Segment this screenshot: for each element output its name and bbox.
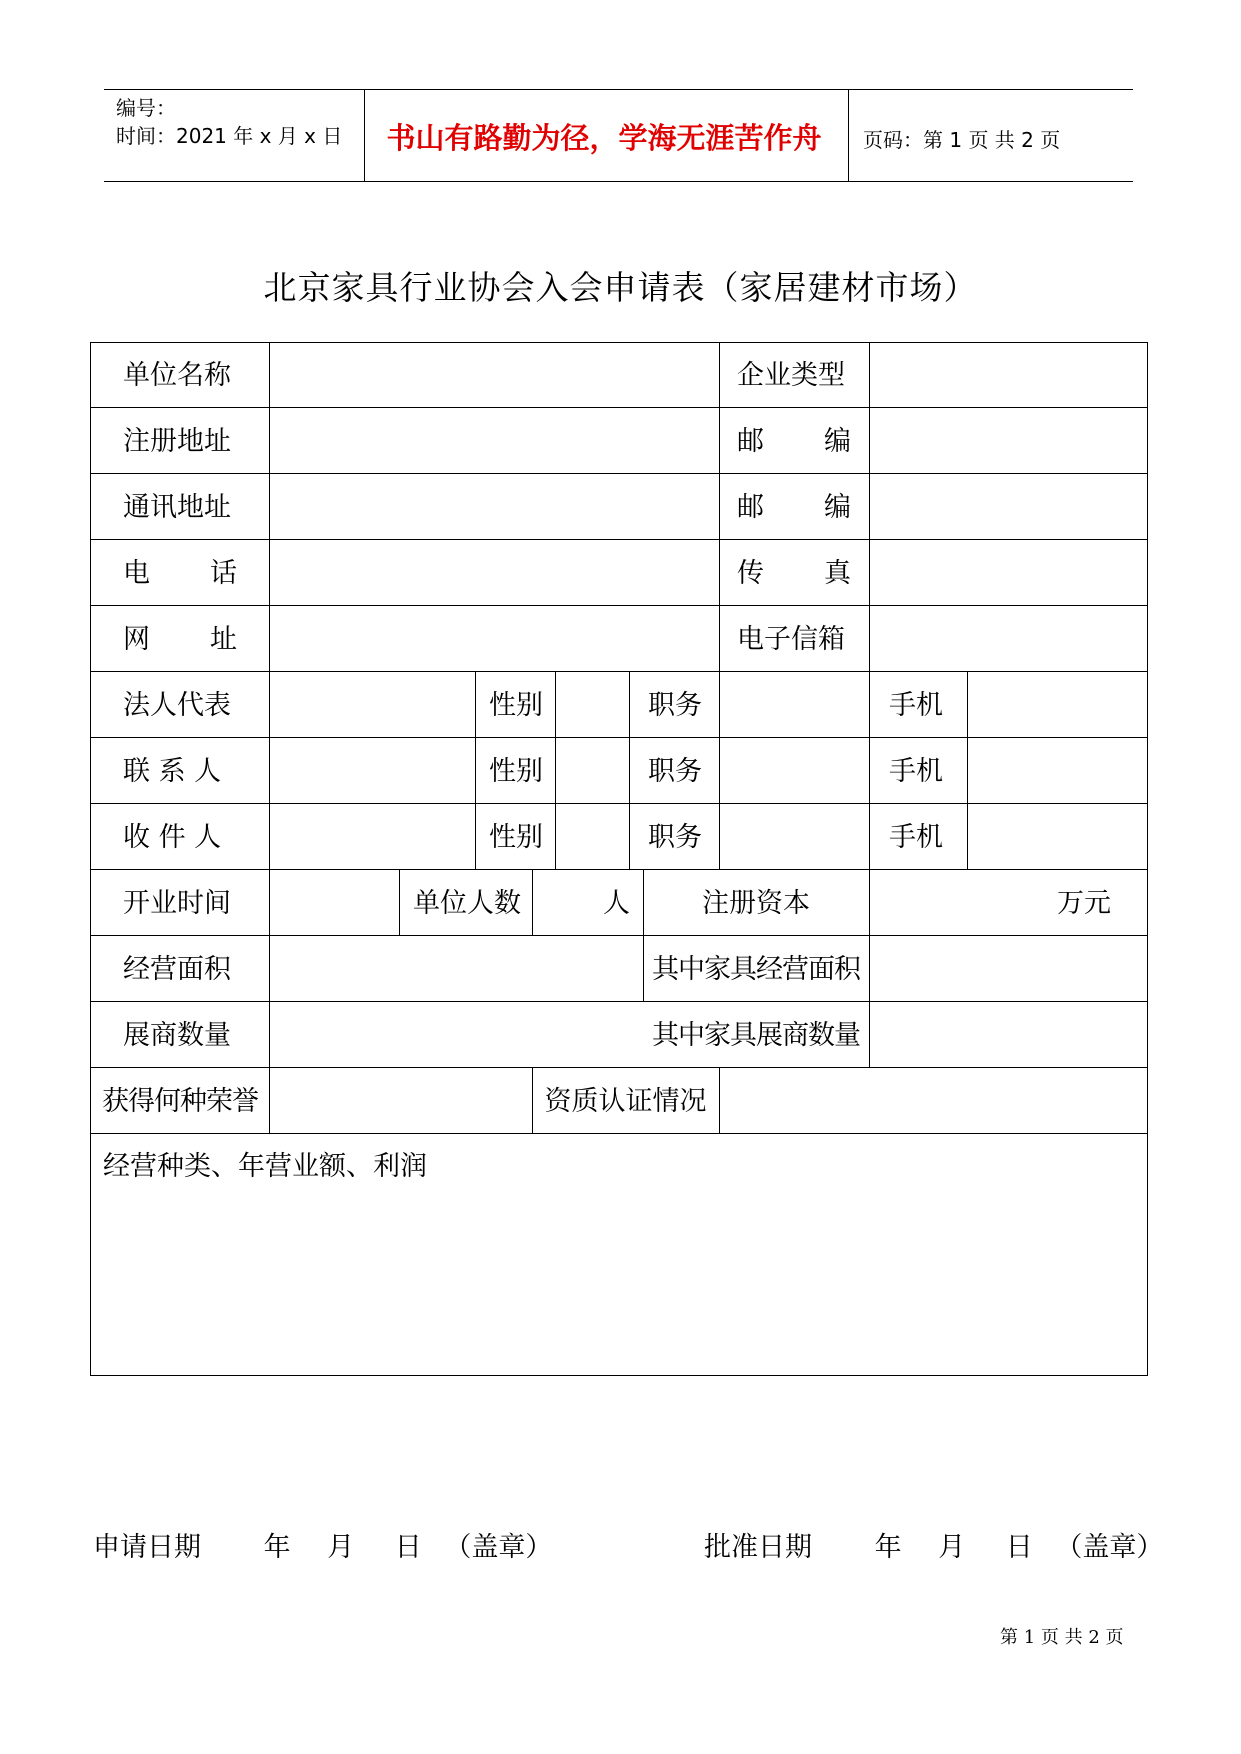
label-postcode-2 [737, 494, 851, 521]
label-fax [737, 560, 851, 587]
label-approve-month: 月 [938, 1532, 966, 1563]
header-page-info: 页码：第 1 页 共 2 页 [863, 128, 1061, 152]
label-gender-3: 性别 [489, 822, 543, 853]
label-gender-2: 性别 [489, 756, 543, 787]
label-furniture-business-area: 其中家具经营面积 [652, 954, 860, 985]
row-line [91, 671, 1147, 672]
col-line [629, 671, 630, 869]
col-line [532, 869, 533, 935]
label-email: 电子信箱 [737, 624, 845, 655]
label-website-char-2: 址 [210, 624, 237, 655]
label-unit-name: 单位名称 [123, 360, 231, 391]
label-legal-representative: 法人代表 [123, 690, 231, 721]
label-ten-thousand-yuan: 万元 [1057, 888, 1111, 919]
label-furniture-exhibitor-count: 其中家具展商数量 [652, 1020, 860, 1051]
row-line [91, 407, 1147, 408]
label-approve-seal: （盖章） [1055, 1532, 1164, 1563]
header-divider-right [848, 89, 849, 182]
row-line [91, 1067, 1147, 1068]
label-business-area: 经营面积 [123, 954, 231, 985]
label-mobile-1: 手机 [889, 690, 943, 721]
row-line [91, 1133, 1147, 1134]
label-certification: 资质认证情况 [544, 1086, 707, 1117]
approve-date-line [704, 1525, 1163, 1564]
row-line [91, 803, 1147, 804]
label-approve-day: 日 [1005, 1532, 1033, 1563]
label-apply-date: 申请日期 [93, 1532, 201, 1563]
label-mobile-3: 手机 [889, 822, 943, 853]
label-registered-capital: 注册资本 [702, 888, 810, 919]
label-website [123, 626, 237, 653]
col-line [967, 671, 968, 869]
label-position-3: 职务 [648, 822, 702, 853]
col-line [869, 343, 870, 935]
application-form [90, 342, 1148, 1376]
label-website-char-1: 网 [123, 624, 150, 655]
header-bottom-rule [104, 181, 1133, 182]
label-staff-count: 单位人数 [413, 888, 521, 919]
label-contact-person: 联 系 人 [123, 756, 222, 787]
row-line [91, 605, 1147, 606]
row-line [91, 1001, 1147, 1002]
label-postcode-2-char-1: 邮 [737, 492, 764, 523]
row-line [91, 737, 1147, 738]
label-phone-char-2: 话 [210, 558, 237, 589]
label-position-1: 职务 [648, 690, 702, 721]
label-apply-day: 日 [394, 1532, 422, 1563]
label-apply-seal: （盖章） [444, 1532, 553, 1563]
page-title: 北京家具行业协会入会申请表（家居建材市场） [263, 268, 978, 307]
label-approve-year: 年 [874, 1532, 902, 1563]
label-mailing-address: 通讯地址 [123, 492, 231, 523]
label-registered-address: 注册地址 [123, 426, 231, 457]
motto: 书山有路勤为径，学海无涯苦作舟 [386, 121, 822, 155]
row-line [91, 935, 1147, 936]
label-apply-month: 月 [327, 1532, 355, 1563]
label-fax-char-1: 传 [737, 558, 764, 589]
col-line [399, 869, 400, 935]
label-honors: 获得何种荣誉 [102, 1086, 258, 1117]
label-receiver: 收 件 人 [123, 822, 222, 853]
label-mobile-2: 手机 [889, 756, 943, 787]
document-time-label: 时间：2021 年 x 月 x 日 [116, 124, 343, 148]
label-fax-char-2: 真 [824, 558, 851, 589]
label-position-2: 职务 [648, 756, 702, 787]
label-postcode-char-1: 邮 [737, 426, 764, 457]
label-opening-time: 开业时间 [123, 888, 231, 919]
col-line [719, 671, 720, 869]
col-line [719, 343, 720, 671]
col-line [269, 343, 270, 1133]
label-enterprise-type: 企业类型 [737, 360, 845, 391]
col-line [869, 935, 870, 1067]
label-approve-date: 批准日期 [704, 1532, 812, 1563]
row-line [91, 539, 1147, 540]
label-gender-1: 性别 [489, 690, 543, 721]
page-footer-number: 第 1 页 共 2 页 [1000, 1627, 1124, 1648]
label-phone-char-1: 电 [123, 558, 150, 589]
label-apply-year: 年 [263, 1532, 291, 1563]
label-business-scope: 经营种类、年营业额、利润 [103, 1151, 427, 1182]
header-top-rule [104, 89, 1133, 90]
row-line [91, 473, 1147, 474]
label-phone [123, 560, 237, 587]
col-line [475, 671, 476, 869]
col-line [555, 671, 556, 869]
label-postcode-2-char-2: 编 [824, 492, 851, 523]
label-postcode [737, 428, 851, 455]
label-postcode-char-2: 编 [824, 426, 851, 457]
label-person-unit: 人 [603, 888, 630, 919]
row-line [91, 869, 1147, 870]
apply-date-line [93, 1525, 552, 1564]
header-divider-left [364, 89, 365, 182]
label-exhibitor-count: 展商数量 [123, 1020, 231, 1051]
col-line [719, 1067, 720, 1133]
document-number-label: 编号： [116, 96, 176, 120]
